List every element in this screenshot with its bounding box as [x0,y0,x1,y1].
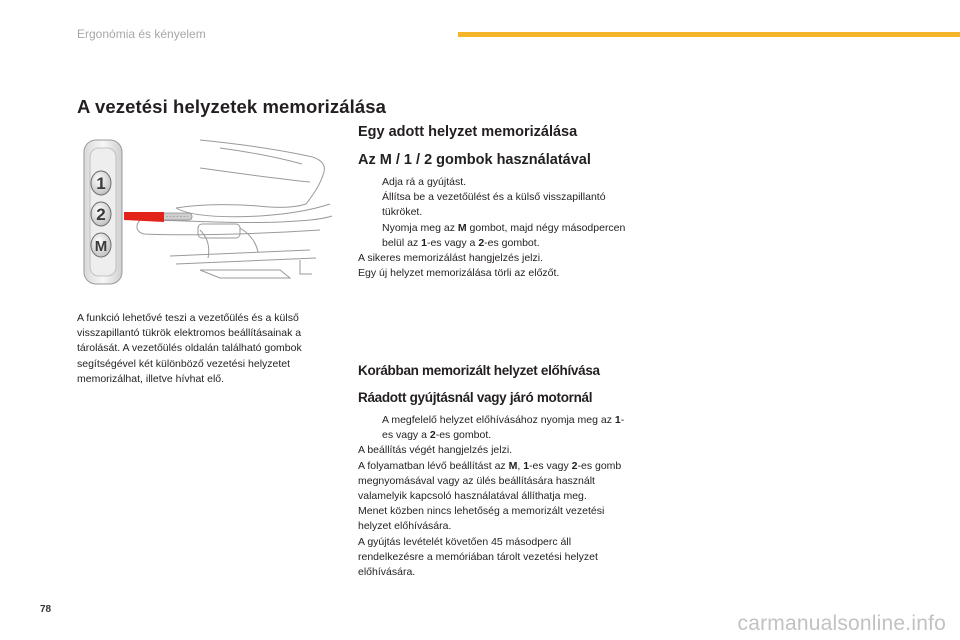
header-accent-bar [458,32,960,37]
intro-paragraph: A funkció lehetővé teszi a vezetőülés és a külső visszapillantó tükrök elektromos beállításainak a tárolását. A vezetőülés oldalán található gombok segítségével két különböző vezetési helyzetet memorizálhat, illetve hívhat elő. [77,312,302,385]
section-subheading-ignition: Ráadott gyújtásnál vagy járó motornál [358,390,593,405]
seat-memory-buttons-illustration [80,138,336,290]
section-subheading-buttons: Az M / 1 / 2 gombok használatával [358,152,591,168]
paragraph: A sikeres memorizálást hangjelzés jelzi. [358,252,543,265]
list-item: A megfelelő helyzet előhívásához nyomja meg az 1-es vagy a 2-es gombot. [382,414,625,442]
section-heading-memorize: Egy adott helyzet memorizálása [358,124,578,140]
memorize-steps [358,175,628,281]
paragraph: Menet közben nincs lehetőség a memorizált vezetési helyzet előhívására. [358,505,605,533]
memory-button-2-label: 2 [96,205,106,224]
paragraph: A folyamatban lévő beállítást az M, 1-es vagy 2-es gomb megnyomásával vagy az ülés beállítására használt valamelyik kapcsoló használatával állíthatja meg. [358,459,622,503]
recall-steps [358,413,628,580]
page-number: 78 [40,604,52,615]
memory-button-1-label: 1 [96,174,106,193]
list-item: Adja rá a gyújtást. [382,176,467,188]
memory-button-m-label: M [94,238,108,255]
paragraph: A gyújtás levételét követően 45 másodperc áll rendelkezésre a memóriában tárolt vezetési helyzet előhívására. [358,535,598,579]
list-item: Nyomja meg az M gombot, majd négy másodpercen belül az 1-es vagy a 2-es gombot. [382,221,626,249]
paragraph: A beállítás végét hangjelzés jelzi. [358,444,513,457]
paragraph: Egy új helyzet memorizálása törli az előzőt. [358,267,560,280]
watermark: carmanualsonline.info [737,612,946,635]
section-header: Ergonómia és kényelem [77,27,206,41]
page-title: A vezetési helyzetek memorizálása [77,96,387,117]
section-heading-recall: Korábban memorizált helyzet előhívása [358,363,600,378]
list-item: Állítsa be a vezetőülést és a külső visszapillantó tükröket. [382,191,606,219]
